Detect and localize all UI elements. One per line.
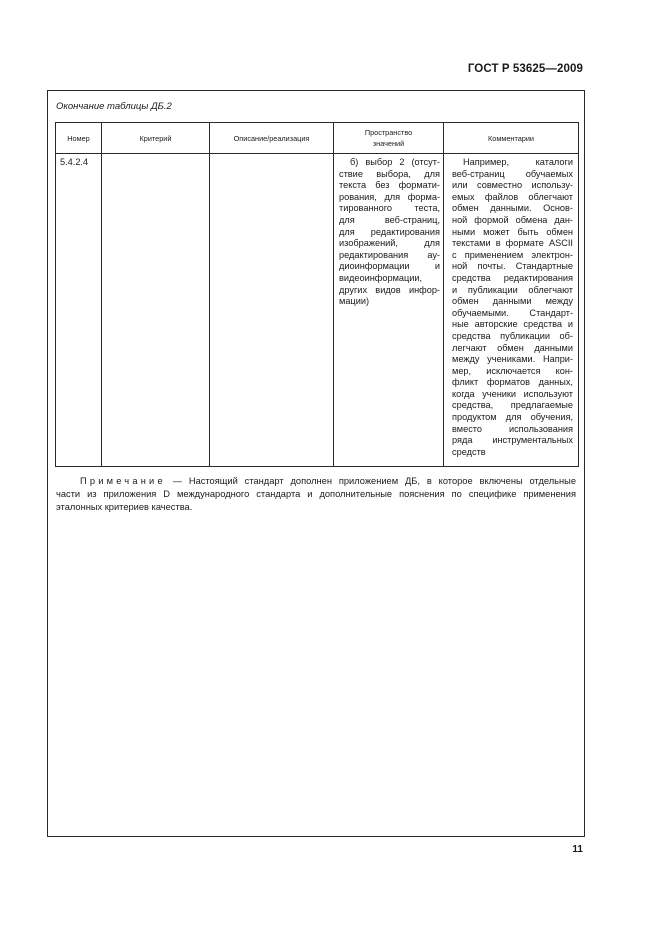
cell-number: 5.4.2.4 — [56, 154, 102, 467]
note-line — [56, 475, 576, 488]
comment-line: средства, предлагаемые — [452, 400, 573, 411]
comment-line: фликт форматов данных, — [452, 377, 573, 388]
value-space-line: видеоинформации, — [339, 272, 423, 283]
comment-line: ные авторские средства и — [452, 319, 573, 330]
comment-line: продуктом для обучения, — [452, 412, 573, 423]
comment-line: когда ученики используют — [452, 388, 573, 399]
document-code: ГОСТ Р 53625—2009 — [467, 63, 583, 75]
comment-line: с применением электрон- — [452, 249, 573, 260]
column-header-number: Номер — [56, 123, 102, 154]
comment-line: легчают обмен данными — [452, 342, 573, 353]
value-space-line: изображений, для — [339, 238, 440, 249]
value-space-line: диоинформации и — [339, 261, 440, 272]
value-space-line: редактирования ау- — [339, 249, 440, 260]
value-space-line: мации) — [339, 296, 370, 307]
column-header-comments: Комментарии — [444, 123, 579, 154]
comment-line: мер, исключается кон- — [452, 365, 573, 376]
cell-description — [210, 154, 334, 467]
cell-comments — [444, 154, 579, 467]
comment-line: между учениками. Напри- — [452, 354, 573, 365]
comment-line: текстами в формате ASCII — [452, 238, 573, 249]
column-header-value-space-text: Пространство значений — [364, 128, 413, 148]
comment-line: средства публикации об- — [452, 330, 573, 341]
column-header-value-space — [334, 123, 444, 154]
note-text: — Настоящий стандарт дополнен приложением ДБ, в которое включены отдельные — [165, 476, 576, 486]
value-space-line: для веб-страниц, — [339, 214, 440, 225]
comment-line: обучаемыми. Стандарт- — [452, 307, 573, 318]
value-space-line: рования, для форма- — [339, 191, 440, 202]
value-space-line: для редактирования — [339, 226, 440, 237]
page-number: 11 — [572, 844, 583, 855]
column-header-criterion: Критерий — [102, 123, 210, 154]
value-space-line: текста без формати- — [339, 180, 440, 191]
comment-line: ной почты. Стандартные — [452, 261, 573, 272]
comment-line: и публикации облегчают — [452, 284, 573, 295]
value-space-line: тированного теста, — [339, 203, 440, 214]
comment-line: обмен данными. Основ- — [452, 203, 573, 214]
table-header-row — [56, 123, 579, 154]
note-label: Примечание — [80, 476, 166, 486]
comment-line: средств — [452, 446, 486, 457]
comment-line: ными может быть обмен — [452, 226, 573, 237]
comment-line: ной формой обмена дан- — [452, 214, 573, 225]
column-header-description: Описание/реализация — [210, 123, 334, 154]
table-caption: Окончание таблицы ДБ.2 — [56, 101, 172, 112]
comment-line: средства редактирования — [452, 272, 573, 283]
comment-line: вместо использования — [452, 423, 573, 434]
note-line: части из приложения D международного стандарта и дополнительные пояснения по специфике применения — [56, 489, 576, 499]
value-space-line: ствие выбора, для — [339, 168, 440, 179]
comment-line: Например, каталоги — [463, 157, 573, 167]
comment-line: емых файлов облегчают — [452, 191, 573, 202]
comment-line: обмен данными между — [452, 296, 573, 307]
standard-table — [55, 122, 579, 467]
cell-criterion — [102, 154, 210, 467]
value-space-line: других видов инфор- — [339, 284, 440, 295]
table-row — [56, 154, 579, 467]
value-space-line: б) выбор 2 (отсут- — [350, 157, 440, 167]
comment-line: веб-страниц обучаемых — [452, 168, 573, 179]
comment-line: или совместно использу- — [452, 180, 573, 191]
cell-value-space — [334, 154, 444, 467]
note-line: эталонных критериев качества. — [56, 502, 193, 512]
table-note — [56, 475, 576, 514]
comment-line: ряда инструментальных — [452, 435, 573, 446]
